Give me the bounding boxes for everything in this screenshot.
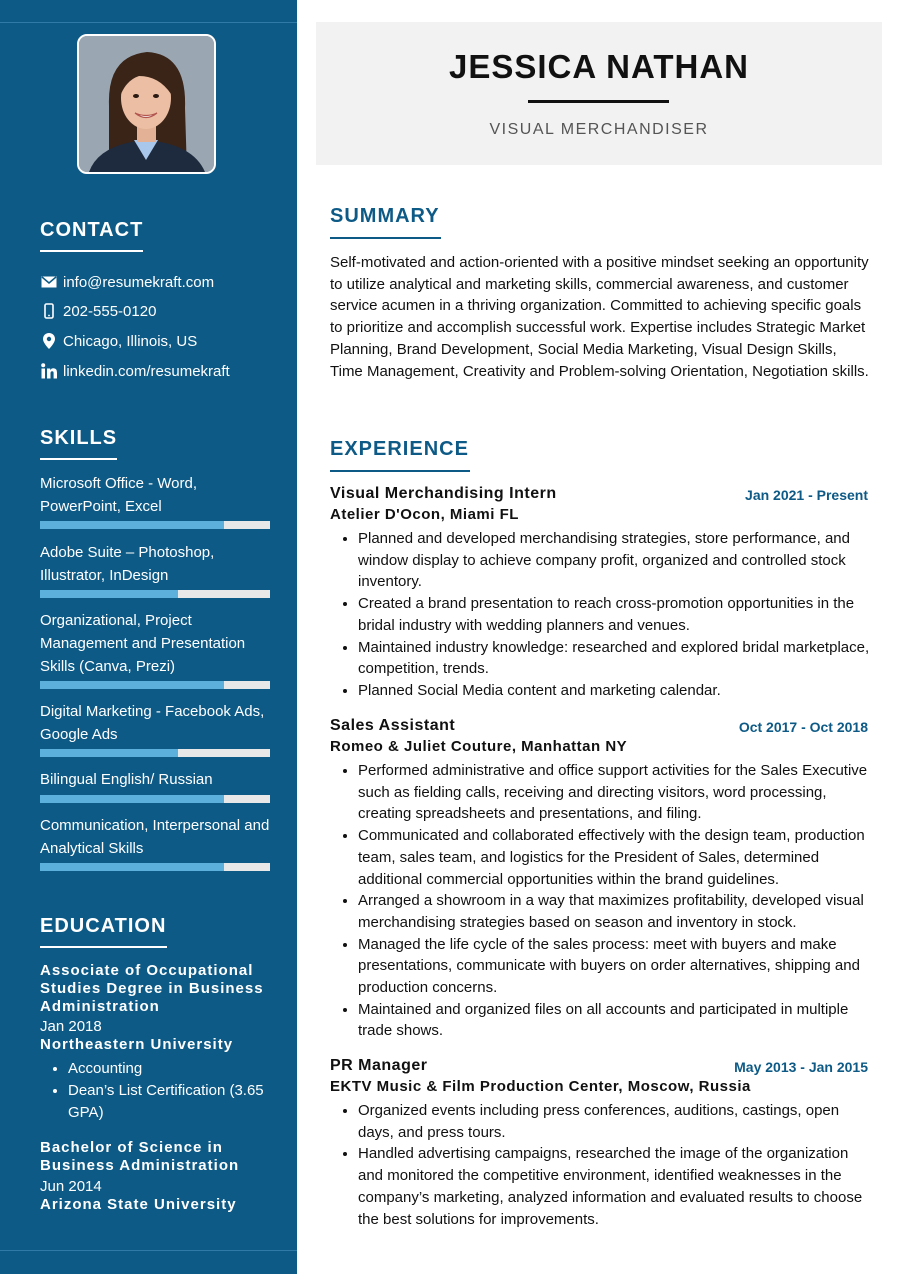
education-bullets: [54, 1058, 279, 1124]
education-degree: Associate of Occupational Studies Degree in Business Administration: [40, 962, 264, 1015]
name-divider: [528, 100, 669, 103]
job-date: May 2013 - Jan 2015: [734, 1059, 868, 1075]
job-company: EKTV Music & Film Production Center, Moscow, Russia: [330, 1078, 751, 1095]
skill-level-fill: [40, 521, 224, 529]
education-school: Northeastern University: [40, 1036, 234, 1053]
skill-level-bar: [40, 681, 270, 689]
job-company: Romeo & Juliet Couture, Manhattan NY: [330, 738, 628, 755]
email-link[interactable]: info@resumekraft.com: [63, 273, 215, 291]
contact-phone: [40, 301, 156, 321]
skill-level-fill: [40, 590, 178, 598]
job-bullets: [330, 1100, 875, 1230]
candidate-name: JESSICA NATHAN: [448, 48, 750, 85]
job-bullet: • Maintained and organized files on all accounts and participated in multiple trade shows.: [358, 999, 875, 1042]
linkedin-link[interactable]: linkedin.com/resumekraft: [63, 362, 230, 380]
job-bullet: • Created a brand presentation to reach cross-promotion opportunities in the bridal industry with wedding planners and venues.: [358, 593, 875, 636]
skill-name: Organizational, Project Management and Presentation Skills (Canva, Prezi): [40, 612, 246, 675]
education-school: Arizona State University: [40, 1196, 237, 1213]
skill-level-bar: [40, 795, 270, 803]
mobile-phone-icon: [40, 302, 58, 320]
skill-name: Adobe Suite – Photoshop, Illustrator, InDesign: [40, 544, 215, 584]
skill-level-fill: [40, 795, 224, 803]
job-title: Sales Assistant: [330, 717, 456, 734]
education-date: Jan 2018: [40, 1018, 102, 1035]
skill-level-fill: [40, 863, 224, 871]
name-header: [316, 22, 882, 165]
job-bullet: • Planned Social Media content and marketing calendar.: [358, 680, 875, 702]
sidebar-bottom-divider: [0, 1250, 297, 1251]
job-date: Oct 2017 - Oct 2018: [738, 719, 868, 735]
candidate-role: VISUAL MERCHANDISER: [489, 121, 709, 138]
job-bullet: • Communicated and collaborated effectively with the design team, production team, sales team, and logistics for the President of Sales, determined additional commercial opportunities within the brand guidelines.: [358, 825, 875, 890]
education-heading: EDUCATION: [40, 915, 167, 937]
contact-linkedin: [40, 361, 230, 381]
skill-level-fill: [40, 749, 178, 757]
location-text: Chicago, Illinois, US: [63, 332, 198, 350]
skill-level-bar: [40, 749, 270, 757]
job-date: Jan 2021 - Present: [745, 487, 868, 503]
education-degree: Bachelor of Science in Business Administration: [40, 1139, 240, 1174]
avatar: [79, 36, 214, 172]
experience-heading: EXPERIENCE: [330, 438, 469, 460]
linkedin-icon: [40, 362, 58, 380]
job-bullet: • Maintained industry knowledge: researched and explored bridal marketplace, competition, trends.: [358, 637, 875, 680]
contact-heading: CONTACT: [40, 219, 144, 241]
job-bullet: • Performed administrative and office support activities for the Sales Executive such as fielding calls, receiving and directing visitors, word processing, creating spreadsheets and presentations, and filing.: [358, 760, 875, 825]
experience-heading-underline: [330, 470, 470, 472]
sidebar: [0, 0, 297, 1274]
job-company: Atelier D'Ocon, Miami FL: [330, 506, 519, 523]
summary-heading: SUMMARY: [330, 205, 440, 227]
summary-text: Self-motivated and action-oriented with a positive mindset seeking an opportunity to utilize analytical and marketing skills, commercial awareness, and customer service acumen in a thriving organization. Committed to achieving specific goals to prioritize and accomplish successful work. Expertise includes Strategic Market Planning, Brand Development, Social Media Marketing, Visual Design Skills, Time Management, Creativity and Problem-solving Orientation, Negotiation skills.: [330, 254, 869, 380]
job-title: PR Manager: [330, 1057, 428, 1074]
education-heading-underline: [40, 946, 167, 948]
skills-heading-underline: [40, 458, 117, 460]
profile-photo: [77, 34, 216, 174]
skill-name: Communication, Interpersonal and Analytical Skills: [40, 817, 270, 857]
skill-name: Microsoft Office - Word, PowerPoint, Excel: [40, 475, 197, 515]
job-bullet: • Arranged a showroom in a way that maximizes profitability, developed visual merchandising strategies based on season and inventory in stock.: [358, 890, 875, 933]
education-bullet: • Accounting: [68, 1058, 279, 1080]
sidebar-top-divider: [0, 22, 297, 23]
job-bullet: • Planned and developed merchandising strategies, store performance, and window display to achieve company profit, organized and controlled stock inventory.: [358, 528, 875, 593]
contact-location: [40, 331, 197, 351]
job-title: Visual Merchandising Intern: [330, 485, 557, 502]
map-pin-icon: [40, 332, 58, 350]
education-date: Jun 2014: [40, 1178, 102, 1195]
job-bullets: [330, 760, 875, 1042]
skill-level-fill: [40, 681, 224, 689]
summary-heading-underline: [330, 237, 441, 239]
skill-level-bar: [40, 863, 270, 871]
contact-email: [40, 272, 214, 292]
skill-level-bar: [40, 590, 270, 598]
job-bullet: • Handled advertising campaigns, researched the image of the organization and monitored the competitive environment, identified weaknesses in the company’s marketing, analyzed information and evaluated results to choose the best solutions for improvements.: [358, 1143, 875, 1230]
phone-text: 202-555-0120: [63, 302, 157, 320]
job-bullets: [330, 528, 875, 702]
education-bullet: • Dean’s List Certification (3.65 GPA): [68, 1080, 279, 1124]
job-bullet: • Managed the life cycle of the sales process: meet with buyers and make presentations, communicate with buyers on order alternatives, shipping and production concerns.: [358, 934, 875, 999]
skills-heading: SKILLS: [40, 427, 118, 449]
contact-heading-underline: [40, 250, 143, 252]
skill-level-bar: [40, 521, 270, 529]
envelope-icon: [40, 273, 58, 291]
job-bullet: • Organized events including press conferences, auditions, castings, open days, and press tours.: [358, 1100, 875, 1143]
skill-name: Digital Marketing - Facebook Ads, Google Ads: [40, 703, 265, 743]
skill-name: Bilingual English/ Russian: [40, 771, 213, 788]
